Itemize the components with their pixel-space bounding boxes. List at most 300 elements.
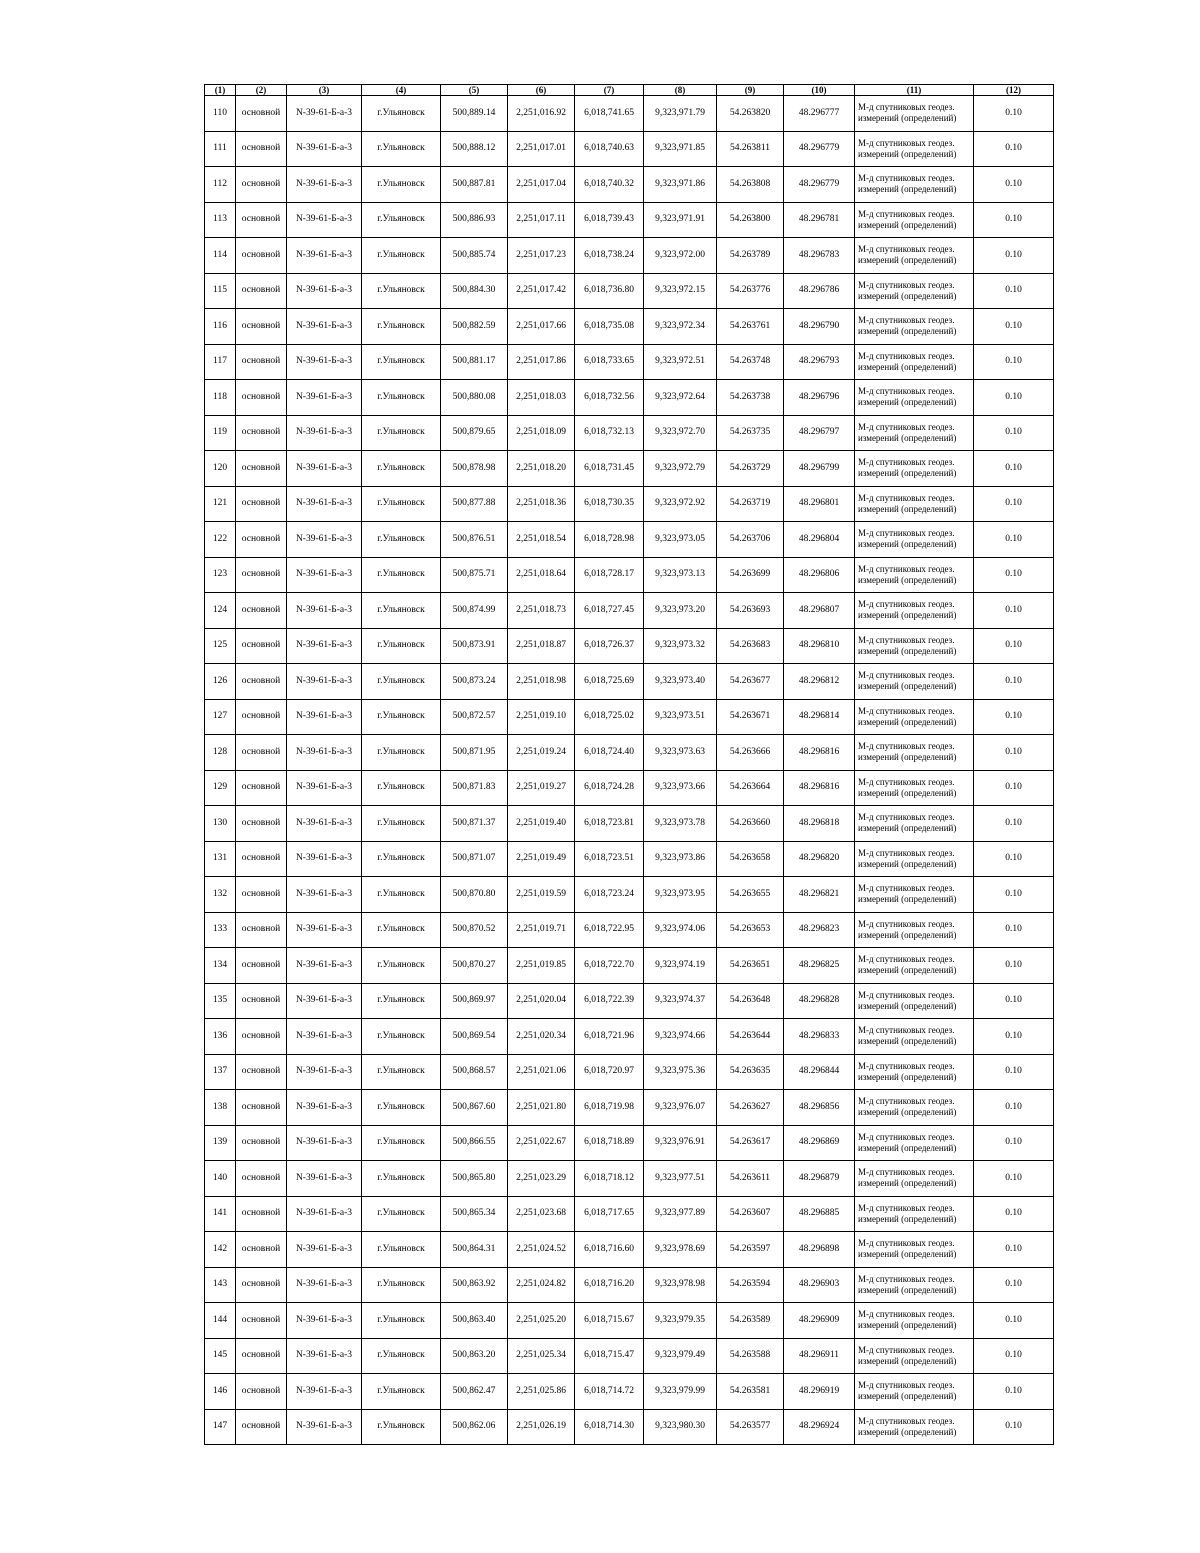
cell-latitude: 54.263648 [717,983,784,1019]
table-row [205,557,1054,593]
cell-point-type: основной [236,1374,287,1410]
cell-coord-x2: 6,018,714.72 [575,1374,644,1410]
cell-coord-x2: 6,018,716.20 [575,1267,644,1303]
cell-method: М-д спутниковых геодез. измерений (определений) [855,273,974,309]
cell-coord-x: 500,870.80 [441,877,508,913]
cell-method: М-д спутниковых геодез. измерений (определений) [855,557,974,593]
table-row [205,1409,1054,1445]
cell-method: М-д спутниковых геодез. измерений (определений) [855,699,974,735]
cell-point-number: 134 [205,948,236,984]
cell-map-sheet: N-39-61-Б-а-3 [287,1338,362,1374]
cell-map-sheet: N-39-61-Б-а-3 [287,96,362,132]
cell-coord-x: 500,878.98 [441,451,508,487]
cell-coord-y: 2,251,026.19 [508,1409,575,1445]
cell-latitude: 54.263653 [717,912,784,948]
cell-locality: г.Ульяновск [362,202,441,238]
cell-method: М-д спутниковых геодез. измерений (определений) [855,1338,974,1374]
cell-coord-x2: 6,018,718.12 [575,1161,644,1197]
cell-locality: г.Ульяновск [362,1196,441,1232]
cell-coord-x: 500,881.17 [441,344,508,380]
cell-point-number: 128 [205,735,236,771]
cell-map-sheet: N-39-61-Б-а-3 [287,167,362,203]
cell-longitude: 48.296779 [784,167,855,203]
cell-method: М-д спутниковых геодез. измерений (определений) [855,522,974,558]
table-row [205,380,1054,416]
cell-point-type: основной [236,557,287,593]
cell-map-sheet: N-39-61-Б-а-3 [287,1054,362,1090]
cell-longitude: 48.296804 [784,522,855,558]
cell-accuracy: 0.10 [974,1338,1054,1374]
cell-latitude: 54.263607 [717,1196,784,1232]
cell-longitude: 48.296793 [784,344,855,380]
cell-coord-y: 2,251,018.09 [508,415,575,451]
cell-latitude: 54.263664 [717,770,784,806]
cell-longitude: 48.296828 [784,983,855,1019]
cell-latitude: 54.263706 [717,522,784,558]
cell-longitude: 48.296786 [784,273,855,309]
cell-accuracy: 0.10 [974,238,1054,274]
cell-accuracy: 0.10 [974,522,1054,558]
table-row [205,912,1054,948]
cell-point-number: 129 [205,770,236,806]
cell-coord-x: 500,879.65 [441,415,508,451]
cell-locality: г.Ульяновск [362,1409,441,1445]
cell-method: М-д спутниковых геодез. измерений (определений) [855,1125,974,1161]
cell-point-type: основной [236,1090,287,1126]
cell-accuracy: 0.10 [974,664,1054,700]
cell-map-sheet: N-39-61-Б-а-3 [287,983,362,1019]
cell-coord-x2: 6,018,718.89 [575,1125,644,1161]
cell-point-type: основной [236,451,287,487]
cell-method: М-д спутниковых геодез. измерений (определений) [855,451,974,487]
cell-longitude: 48.296820 [784,841,855,877]
cell-method: М-д спутниковых геодез. измерений (определений) [855,202,974,238]
cell-coord-x2: 6,018,715.47 [575,1338,644,1374]
cell-map-sheet: N-39-61-Б-а-3 [287,1374,362,1410]
cell-accuracy: 0.10 [974,699,1054,735]
cell-map-sheet: N-39-61-Б-а-3 [287,1161,362,1197]
cell-coord-y2: 9,323,976.07 [644,1090,717,1126]
cell-coord-y: 2,251,022.67 [508,1125,575,1161]
cell-coord-y2: 9,323,972.79 [644,451,717,487]
cell-coord-x: 500,888.12 [441,131,508,167]
cell-map-sheet: N-39-61-Б-а-3 [287,1409,362,1445]
cell-coord-y: 2,251,021.06 [508,1054,575,1090]
table-row [205,948,1054,984]
cell-longitude: 48.296823 [784,912,855,948]
cell-accuracy: 0.10 [974,96,1054,132]
cell-accuracy: 0.10 [974,309,1054,345]
cell-point-type: основной [236,1338,287,1374]
cell-latitude: 54.263588 [717,1338,784,1374]
table-row [205,841,1054,877]
cell-coord-y2: 9,323,979.35 [644,1303,717,1339]
cell-point-number: 116 [205,309,236,345]
cell-point-number: 140 [205,1161,236,1197]
cell-accuracy: 0.10 [974,1054,1054,1090]
cell-locality: г.Ульяновск [362,380,441,416]
cell-locality: г.Ульяновск [362,948,441,984]
cell-coord-y2: 9,323,972.34 [644,309,717,345]
cell-point-type: основной [236,1267,287,1303]
cell-coord-x: 500,871.83 [441,770,508,806]
cell-longitude: 48.296919 [784,1374,855,1410]
cell-coord-x2: 6,018,724.28 [575,770,644,806]
cell-method: М-д спутниковых геодез. измерений (определений) [855,1090,974,1126]
cell-longitude: 48.296879 [784,1161,855,1197]
cell-coord-x: 500,863.20 [441,1338,508,1374]
cell-point-number: 110 [205,96,236,132]
cell-latitude: 54.263683 [717,628,784,664]
cell-coord-x2: 6,018,732.56 [575,380,644,416]
cell-accuracy: 0.10 [974,344,1054,380]
cell-locality: г.Ульяновск [362,486,441,522]
cell-latitude: 54.263589 [717,1303,784,1339]
cell-method: М-д спутниковых геодез. измерений (определений) [855,167,974,203]
cell-coord-y: 2,251,018.64 [508,557,575,593]
cell-latitude: 54.263577 [717,1409,784,1445]
cell-method: М-д спутниковых геодез. измерений (определений) [855,344,974,380]
cell-coord-y2: 9,323,978.69 [644,1232,717,1268]
column-header-4: (4) [362,85,441,96]
cell-latitude: 54.263644 [717,1019,784,1055]
cell-coord-x: 500,884.30 [441,273,508,309]
cell-coord-y2: 9,323,980.30 [644,1409,717,1445]
cell-coord-x2: 6,018,715.67 [575,1303,644,1339]
cell-longitude: 48.296821 [784,877,855,913]
cell-accuracy: 0.10 [974,948,1054,984]
table-row [205,1267,1054,1303]
cell-coord-y: 2,251,018.87 [508,628,575,664]
cell-method: М-д спутниковых геодез. измерений (определений) [855,628,974,664]
cell-accuracy: 0.10 [974,593,1054,629]
cell-locality: г.Ульяновск [362,1019,441,1055]
cell-map-sheet: N-39-61-Б-а-3 [287,877,362,913]
cell-point-number: 111 [205,131,236,167]
table-row [205,167,1054,203]
cell-coord-y2: 9,323,973.32 [644,628,717,664]
cell-coord-y2: 9,323,978.98 [644,1267,717,1303]
cell-point-number: 135 [205,983,236,1019]
cell-accuracy: 0.10 [974,806,1054,842]
cell-longitude: 48.296781 [784,202,855,238]
cell-coord-x2: 6,018,722.95 [575,912,644,948]
cell-point-type: основной [236,593,287,629]
cell-coord-x: 500,873.91 [441,628,508,664]
column-header-5: (5) [441,85,508,96]
cell-coord-y2: 9,323,973.66 [644,770,717,806]
cell-coord-y: 2,251,018.98 [508,664,575,700]
cell-map-sheet: N-39-61-Б-а-3 [287,380,362,416]
cell-map-sheet: N-39-61-Б-а-3 [287,1090,362,1126]
cell-coord-y2: 9,323,974.37 [644,983,717,1019]
table-row [205,806,1054,842]
coordinates-table [204,84,1054,1445]
table-row [205,344,1054,380]
cell-point-type: основной [236,1054,287,1090]
cell-coord-y: 2,251,025.86 [508,1374,575,1410]
cell-point-number: 121 [205,486,236,522]
cell-method: М-д спутниковых геодез. измерений (определений) [855,912,974,948]
cell-map-sheet: N-39-61-Б-а-3 [287,770,362,806]
cell-longitude: 48.296816 [784,770,855,806]
cell-coord-x2: 6,018,736.80 [575,273,644,309]
cell-longitude: 48.296909 [784,1303,855,1339]
cell-locality: г.Ульяновск [362,770,441,806]
cell-point-type: основной [236,415,287,451]
cell-point-type: основной [236,699,287,735]
cell-coord-x: 500,867.60 [441,1090,508,1126]
column-header-12: (12) [974,85,1054,96]
cell-method: М-д спутниковых геодез. измерений (определений) [855,664,974,700]
cell-coord-x: 500,887.81 [441,167,508,203]
cell-coord-x2: 6,018,732.13 [575,415,644,451]
cell-coord-x2: 6,018,714.30 [575,1409,644,1445]
cell-coord-y2: 9,323,973.95 [644,877,717,913]
cell-coord-x2: 6,018,738.24 [575,238,644,274]
table-row [205,1019,1054,1055]
cell-point-number: 130 [205,806,236,842]
cell-point-number: 139 [205,1125,236,1161]
cell-coord-y2: 9,323,972.51 [644,344,717,380]
cell-method: М-д спутниковых геодез. измерений (определений) [855,486,974,522]
cell-coord-x: 500,862.47 [441,1374,508,1410]
cell-coord-x2: 6,018,720.97 [575,1054,644,1090]
cell-coord-y: 2,251,024.82 [508,1267,575,1303]
column-header-6: (6) [508,85,575,96]
cell-accuracy: 0.10 [974,1232,1054,1268]
cell-point-type: основной [236,841,287,877]
cell-latitude: 54.263811 [717,131,784,167]
cell-accuracy: 0.10 [974,877,1054,913]
cell-point-number: 127 [205,699,236,735]
cell-map-sheet: N-39-61-Б-а-3 [287,1019,362,1055]
cell-accuracy: 0.10 [974,1161,1054,1197]
cell-locality: г.Ульяновск [362,877,441,913]
cell-longitude: 48.296806 [784,557,855,593]
table-row [205,238,1054,274]
cell-coord-x2: 6,018,724.40 [575,735,644,771]
cell-coord-x2: 6,018,728.17 [575,557,644,593]
cell-accuracy: 0.10 [974,735,1054,771]
cell-coord-y2: 9,323,973.13 [644,557,717,593]
cell-point-type: основной [236,1409,287,1445]
cell-coord-x2: 6,018,730.35 [575,486,644,522]
cell-accuracy: 0.10 [974,1409,1054,1445]
header-row [205,85,1054,96]
cell-locality: г.Ульяновск [362,1374,441,1410]
cell-method: М-д спутниковых геодез. измерений (определений) [855,877,974,913]
table-row [205,1054,1054,1090]
cell-method: М-д спутниковых геодез. измерений (определений) [855,735,974,771]
cell-coord-y2: 9,323,973.05 [644,522,717,558]
cell-point-number: 112 [205,167,236,203]
cell-accuracy: 0.10 [974,380,1054,416]
cell-coord-x: 500,868.57 [441,1054,508,1090]
cell-latitude: 54.263660 [717,806,784,842]
cell-coord-y2: 9,323,974.06 [644,912,717,948]
cell-latitude: 54.263635 [717,1054,784,1090]
cell-coord-y: 2,251,024.52 [508,1232,575,1268]
cell-latitude: 54.263761 [717,309,784,345]
cell-latitude: 54.263735 [717,415,784,451]
cell-coord-x2: 6,018,725.69 [575,664,644,700]
cell-map-sheet: N-39-61-Б-а-3 [287,344,362,380]
cell-coord-y: 2,251,019.40 [508,806,575,842]
cell-coord-x: 500,874.99 [441,593,508,629]
cell-locality: г.Ульяновск [362,699,441,735]
cell-map-sheet: N-39-61-Б-а-3 [287,415,362,451]
cell-latitude: 54.263729 [717,451,784,487]
cell-coord-x2: 6,018,733.65 [575,344,644,380]
cell-coord-x: 500,871.07 [441,841,508,877]
cell-coord-y2: 9,323,976.91 [644,1125,717,1161]
cell-coord-x: 500,880.08 [441,380,508,416]
column-header-1: (1) [205,85,236,96]
cell-point-number: 132 [205,877,236,913]
cell-longitude: 48.296844 [784,1054,855,1090]
cell-point-type: основной [236,735,287,771]
cell-coord-y2: 9,323,972.92 [644,486,717,522]
cell-locality: г.Ульяновск [362,735,441,771]
cell-point-number: 124 [205,593,236,629]
cell-locality: г.Ульяновск [362,167,441,203]
cell-coord-x: 500,877.88 [441,486,508,522]
cell-point-type: основной [236,309,287,345]
cell-locality: г.Ульяновск [362,522,441,558]
table-row [205,1090,1054,1126]
cell-accuracy: 0.10 [974,415,1054,451]
cell-coord-y: 2,251,020.04 [508,983,575,1019]
cell-coord-x2: 6,018,723.24 [575,877,644,913]
cell-longitude: 48.296796 [784,380,855,416]
cell-longitude: 48.296790 [784,309,855,345]
cell-coord-y2: 9,323,977.89 [644,1196,717,1232]
cell-coord-x: 500,869.97 [441,983,508,1019]
cell-coord-x: 500,886.93 [441,202,508,238]
cell-longitude: 48.296869 [784,1125,855,1161]
cell-method: М-д спутниковых геодез. измерений (определений) [855,593,974,629]
cell-accuracy: 0.10 [974,1374,1054,1410]
cell-point-number: 147 [205,1409,236,1445]
cell-accuracy: 0.10 [974,1196,1054,1232]
cell-coord-y: 2,251,017.66 [508,309,575,345]
cell-coord-x: 500,876.51 [441,522,508,558]
cell-coord-x: 500,870.52 [441,912,508,948]
cell-coord-y: 2,251,019.24 [508,735,575,771]
cell-longitude: 48.296885 [784,1196,855,1232]
cell-point-type: основной [236,273,287,309]
cell-coord-x2: 6,018,728.98 [575,522,644,558]
cell-method: М-д спутниковых геодез. измерений (определений) [855,1374,974,1410]
cell-coord-x2: 6,018,731.45 [575,451,644,487]
cell-coord-y: 2,251,019.59 [508,877,575,913]
cell-coord-y2: 9,323,971.86 [644,167,717,203]
cell-coord-x2: 6,018,726.37 [575,628,644,664]
cell-coord-y2: 9,323,972.00 [644,238,717,274]
cell-accuracy: 0.10 [974,167,1054,203]
cell-coord-y2: 9,323,973.51 [644,699,717,735]
cell-coord-x2: 6,018,735.08 [575,309,644,345]
cell-map-sheet: N-39-61-Б-а-3 [287,593,362,629]
cell-locality: г.Ульяновск [362,238,441,274]
table-row [205,1374,1054,1410]
column-header-8: (8) [644,85,717,96]
cell-map-sheet: N-39-61-Б-а-3 [287,735,362,771]
cell-point-type: основной [236,522,287,558]
cell-coord-x2: 6,018,717.65 [575,1196,644,1232]
cell-accuracy: 0.10 [974,1019,1054,1055]
cell-locality: г.Ульяновск [362,96,441,132]
cell-coord-y2: 9,323,973.20 [644,593,717,629]
cell-point-type: основной [236,238,287,274]
table-row [205,415,1054,451]
table-row [205,202,1054,238]
cell-method: М-д спутниковых геодез. измерений (определений) [855,983,974,1019]
cell-point-number: 137 [205,1054,236,1090]
cell-coord-x: 500,871.37 [441,806,508,842]
table-row [205,451,1054,487]
cell-method: М-д спутниковых геодез. измерений (определений) [855,948,974,984]
column-header-3: (3) [287,85,362,96]
cell-latitude: 54.263617 [717,1125,784,1161]
cell-coord-x: 500,866.55 [441,1125,508,1161]
cell-map-sheet: N-39-61-Б-а-3 [287,486,362,522]
cell-coord-x: 500,873.24 [441,664,508,700]
cell-point-number: 136 [205,1019,236,1055]
cell-point-type: основной [236,167,287,203]
cell-coord-x: 500,869.54 [441,1019,508,1055]
cell-longitude: 48.296924 [784,1409,855,1445]
cell-method: М-д спутниковых геодез. измерений (определений) [855,1196,974,1232]
cell-latitude: 54.263820 [717,96,784,132]
cell-accuracy: 0.10 [974,557,1054,593]
cell-accuracy: 0.10 [974,628,1054,664]
cell-coord-y: 2,251,019.71 [508,912,575,948]
cell-point-number: 144 [205,1303,236,1339]
cell-longitude: 48.296807 [784,593,855,629]
column-header-10: (10) [784,85,855,96]
cell-latitude: 54.263671 [717,699,784,735]
cell-coord-y2: 9,323,972.15 [644,273,717,309]
cell-coord-x2: 6,018,719.98 [575,1090,644,1126]
cell-locality: г.Ульяновск [362,309,441,345]
cell-coord-y2: 9,323,972.64 [644,380,717,416]
cell-coord-x2: 6,018,740.32 [575,167,644,203]
cell-point-type: основной [236,1303,287,1339]
cell-latitude: 54.263677 [717,664,784,700]
cell-coord-x2: 6,018,721.96 [575,1019,644,1055]
cell-locality: г.Ульяновск [362,628,441,664]
cell-coord-y: 2,251,017.04 [508,167,575,203]
cell-coord-x: 500,865.34 [441,1196,508,1232]
cell-locality: г.Ульяновск [362,1338,441,1374]
cell-accuracy: 0.10 [974,983,1054,1019]
cell-latitude: 54.263666 [717,735,784,771]
cell-accuracy: 0.10 [974,1090,1054,1126]
cell-coord-y: 2,251,017.23 [508,238,575,274]
cell-longitude: 48.296816 [784,735,855,771]
cell-latitude: 54.263808 [717,167,784,203]
cell-latitude: 54.263693 [717,593,784,629]
cell-method: М-д спутниковых геодез. измерений (определений) [855,1303,974,1339]
cell-method: М-д спутниковых геодез. измерений (определений) [855,806,974,842]
cell-locality: г.Ульяновск [362,1303,441,1339]
cell-point-type: основной [236,628,287,664]
cell-coord-y2: 9,323,971.79 [644,96,717,132]
cell-coord-y2: 9,323,973.63 [644,735,717,771]
cell-method: М-д спутниковых геодез. измерений (определений) [855,1409,974,1445]
